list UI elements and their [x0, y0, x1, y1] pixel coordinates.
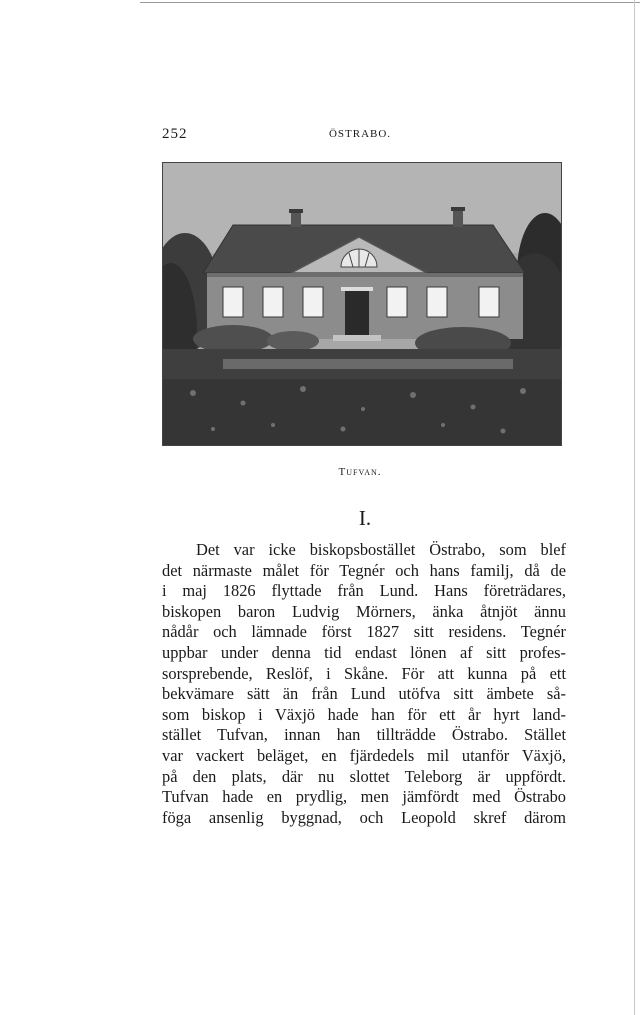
text-line: sorsprebende, Reslöf, i Skåne. För att kunna på ett: [162, 663, 566, 683]
text-line: på den plats, där nu slottet Teleborg är uppfördt.: [162, 766, 566, 786]
right-edge-rule: [634, 0, 635, 1015]
running-head: ÖSTRABO.: [328, 128, 392, 140]
text-line: uppbar under denna tid endast lönen af sitt profes-: [162, 642, 566, 662]
page-number: 252: [162, 126, 188, 142]
photo-caption: Tufvan.: [338, 466, 382, 478]
text-line: stället Tufvan, innan han tillträdde Östrabo. Stället: [162, 725, 566, 745]
text-line: föga ansenlig byggnad, och Leopold skref därom: [162, 807, 566, 827]
text-line: Tufvan hade en prydlig, men jämfördt med Östrabo: [162, 787, 566, 807]
body-paragraph: [162, 540, 566, 828]
text-line: Det var icke biskopsbostället Östrabo, som blef: [196, 540, 566, 559]
text-line: var vackert beläget, en fjärdedels mil utanför Växjö,: [162, 745, 566, 765]
text-line: nådår och lämnade först 1827 sitt residens. Tegnér: [162, 622, 566, 642]
text-line: som biskop i Växjö hade han för ett år hyrt land-: [162, 704, 566, 724]
house-photograph: [162, 162, 562, 446]
photo-house-icon: [163, 163, 561, 445]
top-edge-rule: [140, 2, 640, 3]
section-number: I.: [358, 506, 372, 530]
text-line: biskopen baron Ludvig Mörners, änka åtnjöt ännu: [162, 601, 566, 621]
text-line: i maj 1826 flyttade från Lund. Hans företrädares,: [162, 581, 566, 601]
text-line: bekvämare sätt än från Lund utöfva sitt ämbete så-: [162, 684, 566, 704]
text-line: det närmaste målet för Tegnér och hans familj, då de: [162, 560, 566, 580]
